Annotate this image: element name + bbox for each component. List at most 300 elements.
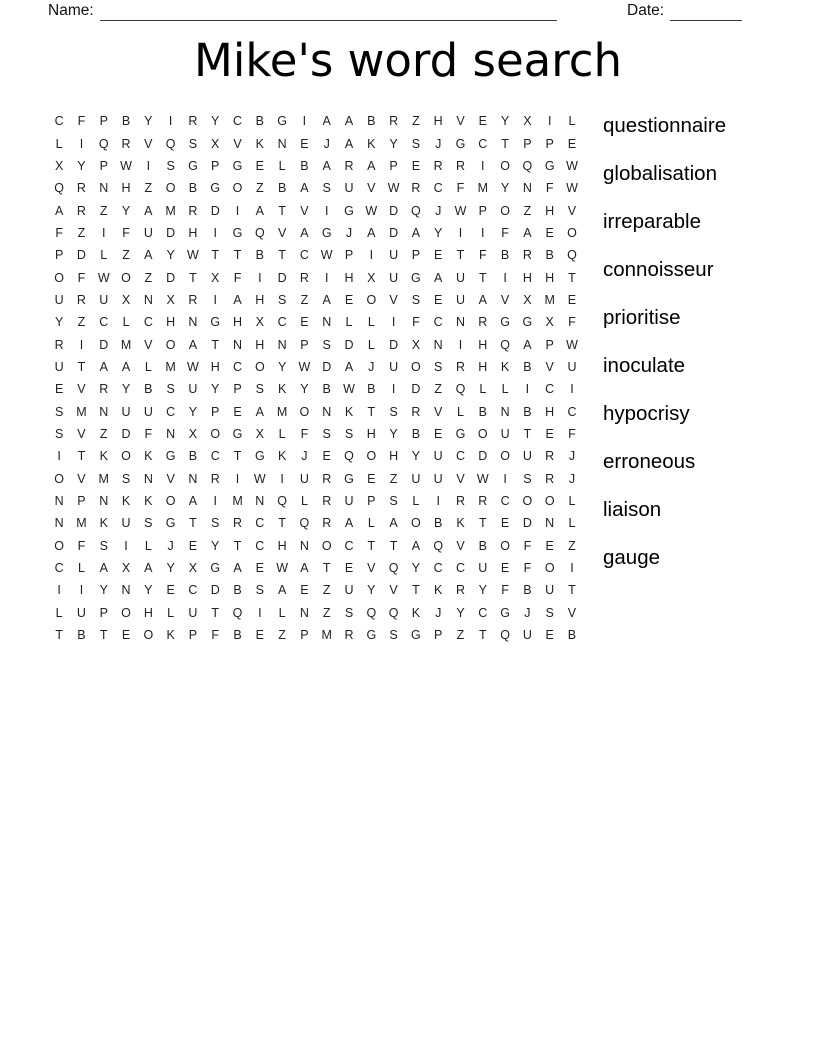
grid-letter: P [300,628,309,643]
grid-letter: U [299,471,309,486]
grid-letter: Y [277,359,287,374]
grid-letter: D [277,270,287,285]
grid-letter: I [369,248,374,263]
grid-letter: T [189,516,197,531]
grid-letter: J [301,449,308,464]
grid-letter: T [456,248,465,263]
grid-letter: T [189,270,197,285]
grid-letter: A [99,359,108,374]
grid-letter: G [455,426,466,441]
grid-letter: Z [99,426,108,441]
grid-letter: D [121,426,131,441]
grid-letter: W [120,158,132,173]
grid-letter: U [567,359,577,374]
grid-letter: G [321,225,332,240]
grid-letter: A [344,136,354,151]
grid-letter: L [300,494,308,509]
grid-letter: H [433,114,443,129]
grid-letter: R [389,114,399,129]
grid-letter: Z [523,203,532,218]
grid-letter: I [79,337,84,352]
grid-letter: Y [144,114,153,129]
grid-letter: H [166,315,176,330]
grid-letter: Z [389,471,398,486]
grid-letter: V [567,605,577,620]
grid-letter: L [167,605,175,620]
grid-letter: G [544,158,555,173]
grid-letter: C [299,248,309,263]
grid-letter: C [255,516,265,531]
grid-letter: F [211,628,220,643]
grid-letter: O [54,538,65,553]
grid-letter: I [258,605,262,620]
grid-letter: L [122,315,130,330]
grid-letter: O [321,538,332,553]
grid-letter: Z [144,270,153,285]
grid-letter: A [434,270,443,285]
grid-letter: Y [300,382,309,397]
grid-letter: C [455,449,465,464]
grid-letter: V [567,203,577,218]
grid-letter: I [324,270,329,285]
grid-letter: N [166,426,176,441]
grid-letter: P [389,158,398,173]
grid-letter: F [545,181,554,196]
grid-letter: H [344,270,354,285]
grid-letter: T [389,538,398,553]
grid-letter: M [544,292,555,307]
grid-letter: B [567,628,577,643]
grid-letter: L [568,516,576,531]
grid-letter: S [411,292,421,307]
grid-letter: U [522,628,532,643]
grid-letter: G [165,449,176,464]
grid-letter: R [322,494,332,509]
grid-letter: G [210,561,221,576]
grid-letter: X [211,270,220,285]
grid-letter: H [255,292,265,307]
grid-letter: P [77,494,86,509]
grid-letter: C [567,404,577,419]
word-list-item: irreparable [603,210,701,233]
grid-letter: F [412,315,420,330]
grid-letter: Q [232,605,243,620]
grid-letter: J [435,203,442,218]
grid-letter: V [456,538,465,553]
grid-letter: G [165,516,176,531]
grid-letter: C [99,315,109,330]
grid-letter: Z [300,292,309,307]
grid-letter: A [344,516,354,531]
grid-letter: D [166,270,176,285]
grid-letter: E [344,561,354,576]
grid-letter: U [478,561,488,576]
grid-letter: N [99,404,109,419]
grid-letter: J [368,359,375,374]
grid-letter: E [300,136,309,151]
grid-letter: R [433,158,443,173]
grid-letter: E [255,158,264,173]
grid-letter: C [478,136,488,151]
grid-letter: N [54,516,64,531]
grid-letter: X [188,561,198,576]
grid-letter: B [188,449,198,464]
grid-letter: D [411,382,421,397]
grid-letter: T [211,248,220,263]
grid-letter: O [121,270,131,285]
grid-letter: A [188,494,198,509]
grid-letter: J [345,225,353,240]
grid-letter: I [503,270,507,285]
grid-letter: S [322,426,331,441]
grid-letter: A [367,158,376,173]
grid-letter: J [568,449,576,464]
grid-letter: R [188,114,198,129]
grid-letter: B [434,516,443,531]
grid-letter: A [255,404,264,419]
grid-letter: D [99,337,109,352]
grid-letter: B [255,248,264,263]
grid-letter: T [501,136,509,151]
grid-letter: S [434,359,443,374]
date-line [670,1,742,21]
grid-letter: V [456,471,465,486]
grid-letter: C [344,538,354,553]
grid-letter: M [120,337,132,352]
grid-letter: R [545,449,555,464]
grid-letter: U [389,248,399,263]
grid-letter: C [478,605,488,620]
grid-letter: Y [456,605,465,620]
grid-letter: A [233,292,242,307]
grid-letter: J [323,136,330,151]
grid-letter: R [545,471,555,486]
grid-letter: E [188,538,198,553]
grid-letter: U [121,516,131,531]
grid-letter: B [144,382,153,397]
grid-letter: W [253,471,266,486]
grid-letter: Q [500,337,510,352]
grid-letter: Z [256,181,264,196]
grid-letter: N [54,494,64,509]
grid-letter: X [255,315,264,330]
grid-letter: A [54,203,64,218]
grid-letter: N [433,337,443,352]
grid-letter: E [255,561,264,576]
grid-letter: L [144,359,152,374]
grid-letter: F [523,561,532,576]
grid-letter: N [299,538,309,553]
grid-letter: S [344,605,354,620]
grid-letter: H [522,270,532,285]
grid-letter: U [143,225,153,240]
grid-letter: L [367,516,375,531]
grid-letter: B [478,404,487,419]
grid-letter: O [567,225,577,240]
grid-letter: K [277,382,287,397]
grid-letter: S [188,136,198,151]
grid-letter: F [144,426,153,441]
grid-letter: V [77,471,86,486]
grid-letter: A [322,292,331,307]
grid-letter: A [300,561,309,576]
grid-letter: E [545,628,554,643]
date-field-group [627,1,742,21]
grid-letter: Q [98,136,109,151]
grid-letter: C [210,449,220,464]
grid-letter: R [478,315,488,330]
grid-letter: Z [434,382,443,397]
grid-letter: Z [99,203,108,218]
grid-letter: J [435,605,442,620]
grid-letter: Y [500,181,510,196]
grid-letter: J [524,605,531,620]
grid-letter: K [456,516,465,531]
grid-letter: U [344,181,354,196]
grid-letter: F [456,181,465,196]
grid-letter: S [255,583,264,598]
grid-letter: A [300,181,309,196]
grid-letter: N [233,337,243,352]
grid-letter: T [322,561,331,576]
grid-letter: Y [77,158,86,173]
grid-letter: Z [568,538,576,553]
grid-letter: B [188,181,198,196]
grid-letter: O [54,471,65,486]
grid-letter: S [344,426,354,441]
grid-letter: V [233,136,242,151]
grid-letter: K [255,136,264,151]
grid-letter: W [97,270,110,285]
grid-letter: I [570,382,574,397]
grid-letter: G [500,605,510,620]
grid-letter: A [523,225,532,240]
grid-letter: A [144,561,153,576]
grid-letter: U [344,583,354,598]
grid-letter: V [166,471,175,486]
grid-letter: P [523,136,532,151]
grid-letter: R [76,203,86,218]
grid-letter: N [322,315,332,330]
grid-letter: S [211,516,220,531]
grid-letter: N [500,404,510,419]
date-label: Date: [627,2,665,19]
grid-letter: G [500,315,510,330]
grid-letter: V [434,404,443,419]
grid-letter: K [277,449,287,464]
grid-letter: L [457,404,464,419]
grid-letter: Q [299,516,310,531]
grid-letter: R [99,382,109,397]
grid-letter: Y [211,538,220,553]
grid-letter: Q [388,605,399,620]
grid-letter: O [522,494,533,509]
grid-letter: G [254,449,265,464]
grid-letter: V [389,292,398,307]
grid-letter: Z [278,628,286,643]
grid-letter: K [144,449,153,464]
grid-letter: T [412,583,420,598]
word-list-item: inoculate [603,354,686,377]
grid-letter: R [322,471,332,486]
grid-letter: W [566,158,578,173]
grid-letter: A [144,248,153,263]
grid-letter: S [54,404,64,419]
grid-letter: P [211,158,220,173]
grid-letter: L [367,315,375,330]
grid-letter: Y [478,583,487,598]
grid-letter: N [121,583,131,598]
grid-letter: Y [211,382,220,397]
grid-letter: E [121,628,131,643]
grid-letter: O [500,449,510,464]
grid-letter: I [481,225,485,240]
grid-letter: W [476,471,489,486]
grid-letter: Q [54,181,65,196]
grid-letter: H [478,337,488,352]
grid-letter: G [277,114,287,129]
grid-letter: D [478,449,488,464]
grid-letter: F [501,583,509,598]
grid-letter: O [121,449,131,464]
grid-letter: L [568,114,576,129]
grid-letter: T [233,248,242,263]
grid-letter: H [121,181,131,196]
grid-letter: H [188,225,198,240]
grid-letter: F [478,248,487,263]
grid-letter: D [389,337,399,352]
grid-letter: K [166,628,175,643]
grid-letter: Q [366,605,377,620]
grid-letter: I [124,538,128,553]
grid-letter: R [478,494,488,509]
grid-letter: O [477,426,488,441]
word-list-item: globalisation [603,162,717,185]
grid-letter: J [435,136,442,151]
grid-letter: U [433,471,443,486]
grid-letter: O [165,181,176,196]
grid-letter: X [523,114,532,129]
grid-letter: E [411,158,421,173]
grid-letter: M [232,494,243,509]
grid-letter: Y [166,561,175,576]
grid-letter: E [545,538,554,553]
grid-letter: N [277,136,287,151]
grid-letter: B [367,114,376,129]
grid-letter: I [235,203,240,218]
grid-letter: R [344,158,354,173]
grid-letter: R [299,270,309,285]
grid-letter: L [345,315,353,330]
grid-letter: Z [412,114,420,129]
grid-letter: Y [434,225,443,240]
grid-letter: Q [567,248,577,263]
grid-letter: Z [322,605,331,620]
grid-letter: X [211,136,220,151]
grid-letter: H [545,203,555,218]
grid-letter: U [411,471,421,486]
grid-letter: M [321,628,332,643]
grid-letter: W [387,181,400,196]
word-list-item: liaison [603,498,662,521]
grid-letter: J [568,471,576,486]
grid-letter: S [322,337,331,352]
grid-letter: S [411,136,421,151]
word-list-item: connoisseur [603,258,714,281]
grid-letter: Y [54,315,64,330]
grid-letter: E [434,292,443,307]
grid-letter: C [433,181,443,196]
grid-letter: K [99,516,108,531]
grid-letter: G [210,181,221,196]
word-search-grid [48,110,583,646]
grid-letter: R [322,516,332,531]
grid-letter: I [280,471,284,486]
grid-letter: R [76,181,86,196]
grid-letter: R [455,494,465,509]
grid-letter: V [367,561,376,576]
grid-letter: B [277,181,287,196]
grid-letter: U [433,449,443,464]
grid-letter: S [389,628,398,643]
grid-letter: D [76,248,86,263]
name-line [100,1,557,21]
grid-letter: O [121,605,131,620]
grid-letter: T [211,337,220,352]
grid-letter: Z [322,583,331,598]
grid-letter: X [545,315,554,330]
grid-letter: O [544,494,555,509]
grid-letter: O [165,494,176,509]
grid-letter: P [478,203,487,218]
grid-letter: Y [389,426,398,441]
grid-letter: Q [254,225,265,240]
grid-letter: M [76,404,87,419]
grid-letter: N [143,292,153,307]
grid-letter: U [344,494,354,509]
grid-letter: C [277,315,287,330]
grid-letter: S [322,181,331,196]
grid-letter: D [166,225,176,240]
grid-letter: D [322,359,332,374]
grid-letter: Q [165,136,176,151]
grid-letter: R [188,292,198,307]
grid-letter: F [568,315,576,330]
grid-letter: V [300,203,309,218]
grid-letter: N [522,181,532,196]
grid-letter: H [277,538,287,553]
grid-letter: T [523,426,532,441]
grid-letter: U [188,605,198,620]
grid-letter: B [77,628,86,643]
grid-letter: E [233,404,242,419]
grid-letter: T [77,359,86,374]
grid-letter: Q [344,449,354,464]
grid-letter: G [232,158,243,173]
grid-letter: I [503,471,507,486]
grid-letter: V [77,426,86,441]
grid-letter: Z [456,628,465,643]
grid-letter: A [411,538,421,553]
grid-letter: V [144,136,153,151]
grid-letter: B [523,583,532,598]
grid-letter: B [545,248,554,263]
grid-letter: M [98,471,109,486]
header [48,1,742,21]
grid-letter: T [478,628,487,643]
grid-letter: F [122,225,130,240]
grid-letter: F [523,538,532,553]
